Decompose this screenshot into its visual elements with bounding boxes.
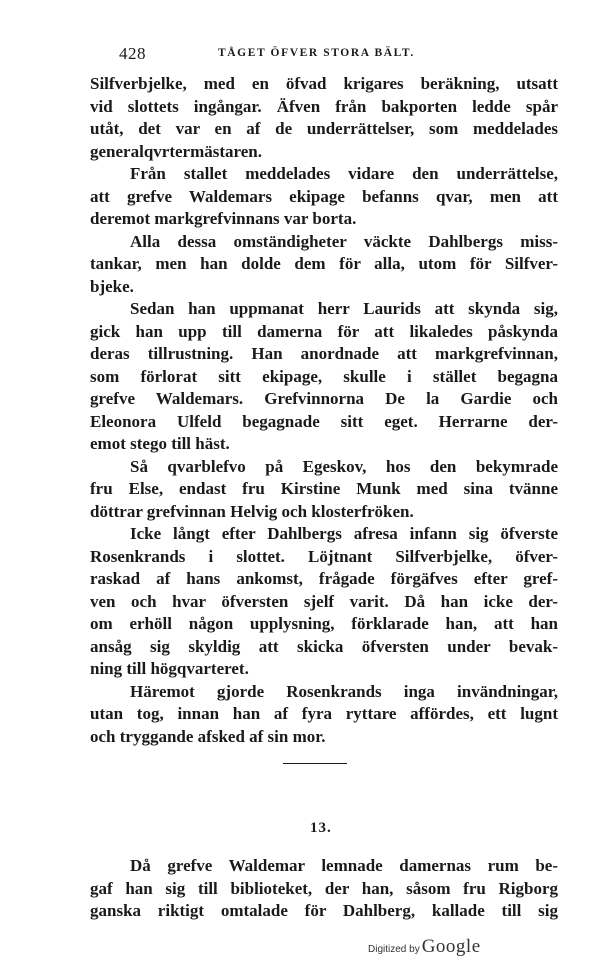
- text-line: Sedan han uppmanat herr Laurids att skynda sig,: [130, 299, 558, 318]
- text-line: Då grefve Waldemar lemnade damernas rum be-: [130, 856, 558, 875]
- digitized-watermark: [368, 936, 481, 958]
- paragraph: [90, 523, 558, 681]
- text-line: som förlorat sitt ekipage, skulle i stället begagna: [90, 366, 558, 386]
- text-line: Från stallet meddelades vidare den underrättelse,: [130, 164, 558, 183]
- text-line: ven och hvar öfversten sjelf varit. Då han icke der-: [90, 591, 558, 611]
- chapter-number: 13.: [310, 820, 332, 836]
- text-line: och tryggande afsked af sin mor.: [90, 726, 326, 746]
- text-line: grefve Waldemars. Grefvinnorna De la Gardie och: [90, 389, 558, 408]
- text-line: tankar, men han dolde dem för alla, utom för Silfver-: [90, 254, 558, 273]
- paragraph: [90, 163, 558, 231]
- text-line: Eleonora Ulfeld begagnade sitt eget. Herrarne der-: [90, 411, 558, 431]
- text-line: ansåg sig skyldig att skicka öfversten under bevak-: [90, 636, 558, 656]
- text-line: ganska riktigt omtalade för Dahlberg, kallade till sig: [90, 901, 558, 920]
- watermark-prefix: Digitized by: [368, 944, 420, 955]
- page-number: 428: [119, 44, 146, 63]
- text-line: deremot markgrefvinnans var borta.: [90, 209, 357, 228]
- text-line: om erhöll någon upplysning, förklarade han, att han: [90, 614, 558, 633]
- text-line: utåt, det var en af de underrättelser, som meddelades: [90, 119, 558, 138]
- section-divider: [283, 763, 347, 764]
- text-line: ning till högqvarteret.: [90, 659, 249, 678]
- text-line: utan tog, innan han af fyra ryttare affördes, ett lugnt: [90, 704, 558, 723]
- chapter-text: [90, 855, 558, 923]
- text-line: Häremot gjorde Rosenkrands inga invändningar,: [130, 681, 558, 701]
- text-line: Icke långt efter Dahlbergs afresa infann sig öfverste: [130, 524, 558, 543]
- text-line: Alla dessa omständigheter väckte Dahlbergs miss-: [130, 231, 558, 251]
- paragraph: [90, 456, 558, 524]
- text-line: vid slottets ingångar. Äfven från bakporten ledde spår: [90, 96, 558, 116]
- paragraph: [90, 681, 558, 749]
- running-head: TÅGET ÖFVER STORA BÄLT.: [218, 47, 415, 59]
- text-line: gaf han sig till biblioteket, der han, såsom fru Rigborg: [90, 878, 558, 898]
- paragraph: [90, 298, 558, 456]
- text-line: Silfverbjelke, med en öfvad krigares beräkning, utsatt: [90, 74, 558, 93]
- text-line: raskad af hans ankomst, frågade förgäfves efter gref-: [90, 569, 558, 588]
- paragraph: [90, 855, 558, 923]
- text-line: Så qvarblefvo på Egeskov, hos den bekymrade: [130, 456, 558, 476]
- text-line: döttrar grefvinnan Helvig och klosterfröken.: [90, 501, 414, 521]
- text-line: generalqvrtermästaren.: [90, 141, 262, 161]
- main-text: [90, 73, 558, 748]
- paragraph: [90, 231, 558, 299]
- paragraph: [90, 73, 558, 163]
- watermark-brand: Google: [421, 936, 481, 957]
- text-line: att grefve Waldemars ekipage befanns qvar, men att: [90, 186, 558, 206]
- text-line: bjeke.: [90, 276, 134, 296]
- text-line: gick han upp till damerna för att likaledes påskynda: [90, 321, 558, 341]
- text-line: fru Else, endast fru Kirstine Munk med sina tvänne: [90, 479, 558, 498]
- text-line: deras tillrustning. Han anordnade att markgrefvinnan,: [90, 344, 558, 363]
- text-line: Rosenkrands i slottet. Löjtnant Silfverbjelke, öfver-: [90, 546, 558, 566]
- text-line: emot stego till häst.: [90, 434, 230, 453]
